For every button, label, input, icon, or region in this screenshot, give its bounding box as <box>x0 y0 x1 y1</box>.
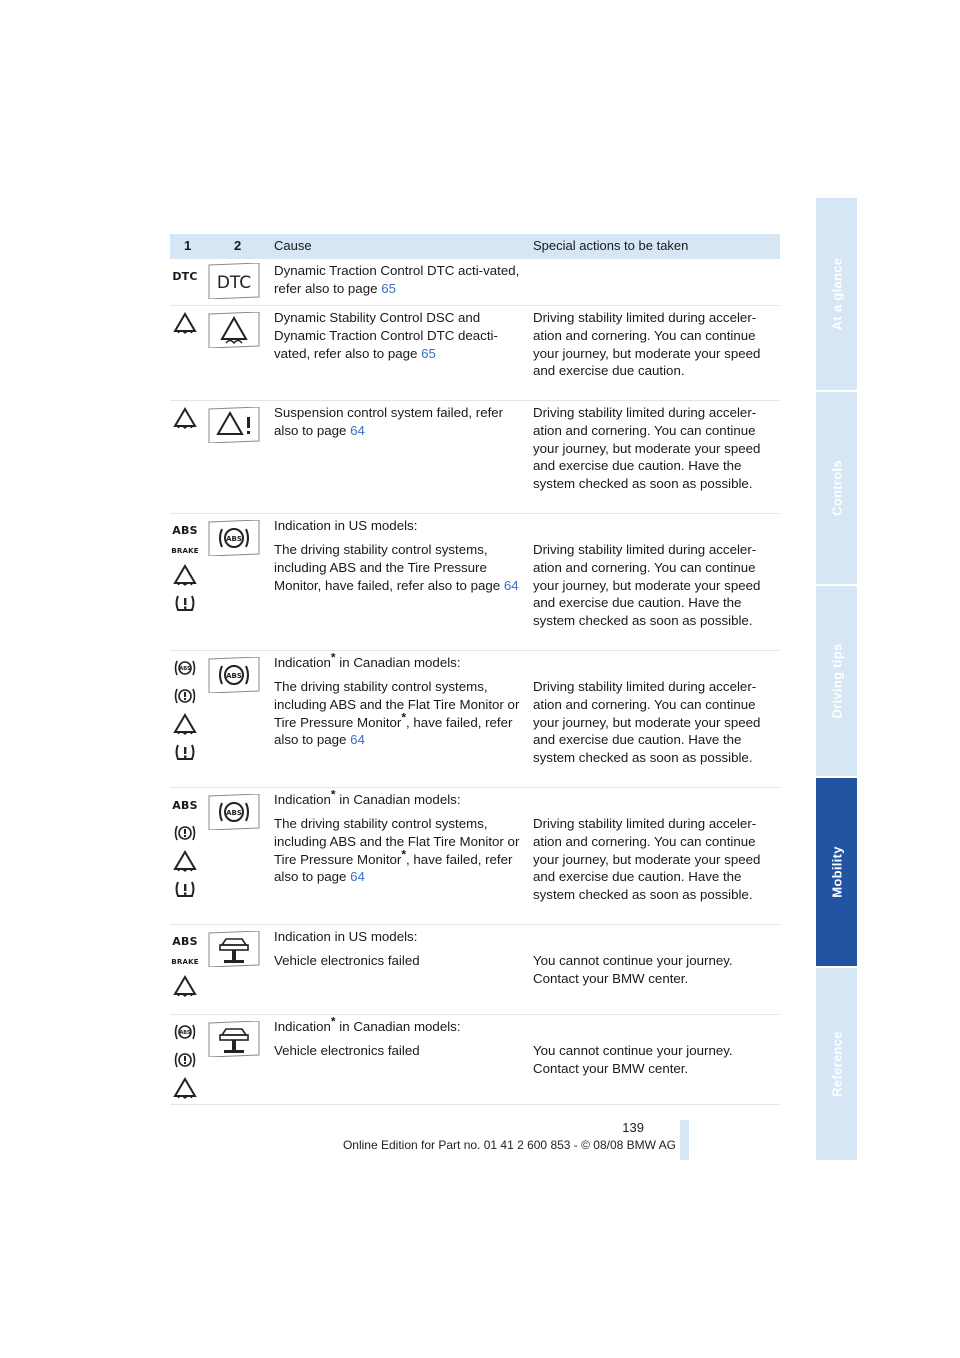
page-link[interactable]: 65 <box>381 280 396 296</box>
dtc-icon: DTC <box>172 269 198 283</box>
abs-display-icon <box>208 520 260 556</box>
abs-circle-icon <box>172 1021 198 1043</box>
abs-circle-icon <box>172 657 198 679</box>
tab-reference[interactable] <box>816 968 857 1160</box>
action-text: Driving stability limited during acceler-ation and cornering. You can continue your journey, but moderate your speed and exercise due caution. Have the system checked as soon as possible. <box>533 405 761 492</box>
tab-label: Driving tips <box>829 643 844 719</box>
page-link[interactable]: 64 <box>350 732 365 748</box>
flat-tire-icon <box>172 822 198 844</box>
page-number: 139 <box>622 1120 644 1135</box>
action-text: You cannot continue your journey. Contact your BMW center. <box>533 1043 733 1076</box>
page-link[interactable]: 64 <box>503 577 519 593</box>
table-row <box>170 788 780 925</box>
tire-pressure-icon <box>172 592 198 614</box>
table-row <box>170 925 780 1015</box>
page-link[interactable]: 64 <box>350 869 365 885</box>
svg-text:ABS: ABS <box>179 1030 191 1036</box>
svg-text:ABS: ABS <box>226 672 242 680</box>
brake-icon: BRAKE <box>171 547 199 555</box>
table-row <box>170 1015 780 1105</box>
tab-controls[interactable] <box>816 392 857 584</box>
svg-text:ABS: ABS <box>226 535 242 543</box>
table-row <box>170 401 780 514</box>
cause-text: Suspension control system failed, refer also to page 64 <box>274 405 504 438</box>
edition-footer: Online Edition for Part no. 01 41 2 600 853 - © 08/08 BMW AG <box>342 1138 676 1152</box>
table-row <box>170 514 780 651</box>
svg-text:ABS: ABS <box>226 809 242 817</box>
row-heading: Indication in US models: <box>274 929 418 944</box>
row-heading: Indication* in Canadian models: <box>274 787 461 807</box>
asterisk-icon: * <box>401 847 407 862</box>
abs-display-icon <box>208 657 260 693</box>
flat-tire-icon <box>172 1049 198 1071</box>
tab-driving-tips[interactable] <box>816 586 857 776</box>
action-text: Driving stability limited during acceler-ation and cornering. You can continue your journey, but moderate your speed and exercise due caution. Have the system checked as soon as possible. <box>533 542 761 629</box>
cause-text: The driving stability control systems, including ABS and the Flat Tire Monitor or Tire Pressure Monitor*, have failed, refer also to page 64 <box>274 816 520 885</box>
warning-triangle-icon <box>172 713 198 735</box>
abs-icon: ABS <box>172 523 198 537</box>
action-text: Driving stability limited during acceler-ation and cornering. You can continue your journey, but moderate your speed and exercise due caution. Have the system checked as soon as possible. <box>533 816 761 903</box>
action-text: Driving stability limited during acceler-ation and cornering. You can continue your journey, but moderate your speed and exercise due caution. <box>533 310 761 379</box>
tab-at-a-glance[interactable] <box>816 198 857 390</box>
indicator-table <box>170 234 780 1105</box>
brake-icon: BRAKE <box>171 958 199 966</box>
vehicle-lift-display-icon <box>208 1021 260 1057</box>
page-link[interactable]: 65 <box>421 345 436 361</box>
action-text: Driving stability limited during acceler-ation and cornering. You can continue your journey, but moderate your speed and exercise due caution. Have the system checked as soon as possible. <box>533 679 761 766</box>
table-row <box>170 259 780 306</box>
flat-tire-icon <box>172 685 198 707</box>
header-col1: 1 <box>184 238 192 253</box>
section-tabs <box>816 198 857 1160</box>
tab-label: At a glance <box>829 257 844 331</box>
asterisk-icon: * <box>330 787 336 802</box>
asterisk-icon: * <box>401 710 407 725</box>
cause-text: The driving stability control systems, including ABS and the Flat Tire Monitor or Tire Pressure Monitor*, have failed, refer also to page 64 <box>274 679 520 748</box>
tab-mobility[interactable] <box>816 778 857 966</box>
asterisk-icon: * <box>330 650 336 665</box>
cause-text: Vehicle electronics failed <box>274 953 420 968</box>
header-action: Special actions to be taken <box>533 238 689 253</box>
table-row <box>170 306 780 401</box>
warning-triangle-icon <box>172 1077 198 1099</box>
tab-label: Reference <box>829 1031 844 1097</box>
abs-icon: ABS <box>172 934 198 948</box>
warning-triangle-icon <box>172 850 198 872</box>
cause-text: Dynamic Stability Control DSC and Dynamic Traction Control DTC deacti-vated, refer also to page 65 <box>274 310 498 361</box>
cause-text: The driving stability control systems, including ABS and the Tire Pressure Monitor, have failed, refer also to page 64 <box>274 542 519 593</box>
tab-label: Mobility <box>829 846 844 898</box>
indicator-icons <box>172 265 198 293</box>
suspension-warning-display-icon <box>208 407 260 443</box>
row-heading: Indication* in Canadian models: <box>274 1014 461 1034</box>
warning-triangle-icon <box>172 564 198 586</box>
abs-icon: ABS <box>172 798 198 812</box>
warning-triangle-icon <box>172 407 198 429</box>
warning-triangle-icon <box>172 312 198 334</box>
table-header <box>170 234 780 259</box>
header-col2: 2 <box>234 238 242 253</box>
page-link[interactable]: 64 <box>350 422 365 438</box>
cause-text: Dynamic Traction Control DTC acti-vated, refer also to page 65 <box>274 263 520 296</box>
warning-triangle-icon <box>172 975 198 997</box>
table-row <box>170 651 780 788</box>
action-text: You cannot continue your journey. Contact your BMW center. <box>533 953 733 986</box>
header-cause: Cause <box>274 238 312 253</box>
cause-text: Vehicle electronics failed <box>274 1043 420 1058</box>
dtc-display-icon <box>208 263 260 299</box>
footer-accent-bar <box>680 1120 689 1160</box>
vehicle-lift-display-icon <box>208 931 260 967</box>
tire-pressure-icon <box>172 741 198 763</box>
tire-pressure-icon <box>172 878 198 900</box>
asterisk-icon: * <box>330 1014 336 1029</box>
tab-label: Controls <box>829 460 844 516</box>
row-heading: Indication* in Canadian models: <box>274 650 461 670</box>
svg-text:ABS: ABS <box>179 666 191 672</box>
svg-text:DTC: DTC <box>216 273 252 293</box>
row-heading: Indication in US models: <box>274 518 418 533</box>
abs-display-icon <box>208 794 260 830</box>
dsc-display-icon <box>208 312 260 348</box>
